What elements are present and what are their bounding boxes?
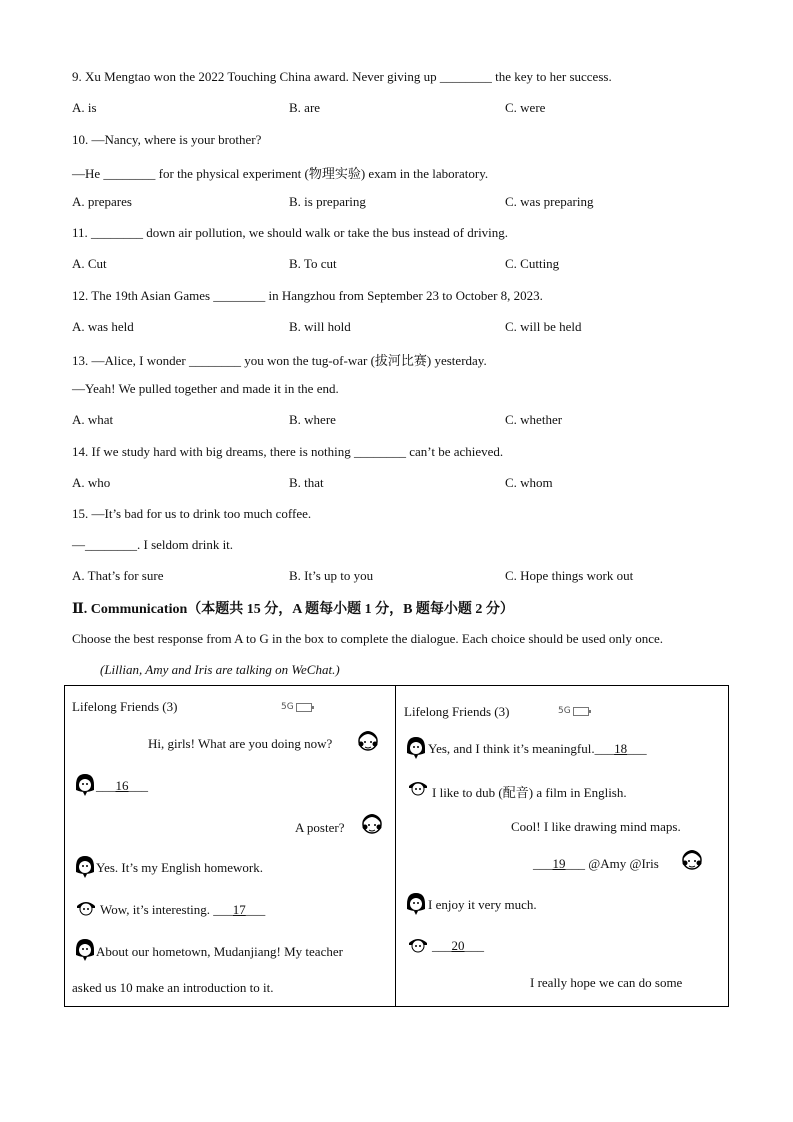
q11-option-a: A. Cut — [72, 256, 107, 271]
boy-avatar-icon — [75, 898, 97, 922]
boy-avatar-icon — [407, 778, 429, 802]
dialogue-context: (Lillian, Amy and Iris are talking on WeChat.) — [100, 662, 340, 677]
battery-icon — [296, 703, 312, 712]
right-msg-2: I like to dub (配音) a film in English. — [432, 785, 627, 800]
left-msg-1: Hi, girls! What are you doing now? — [148, 736, 333, 751]
right-msg-5: I enjoy it very much. — [428, 897, 537, 912]
girl-avatar-icon — [681, 849, 703, 873]
girl-avatar-icon — [405, 736, 427, 760]
girl-avatar-icon — [405, 892, 427, 916]
girl-avatar-icon — [74, 855, 96, 879]
q11-option-c: C. Cutting — [505, 256, 560, 271]
q14-option-c: C. whom — [505, 475, 553, 490]
question-11-stem: 11. ________ down air pollution, we should walk or take the bus instead of driving. — [72, 225, 509, 240]
battery-icon — [573, 707, 589, 716]
right-msg-4: ___19___ @Amy @Iris — [533, 856, 659, 871]
section-heading: Ⅱ. Communication（本题共 15 分，A 题每小题 1 分，B 题每小题 2 分） — [72, 602, 514, 617]
section-instruction: Choose the best response from A to G in the box to complete the dialogue. Each choice should be used only once. — [72, 631, 664, 646]
question-10-stem-2: —He ________ for the physical experiment (物理实验) exam in the laboratory. — [72, 166, 489, 181]
girl-avatar-icon — [357, 730, 379, 754]
left-msg-3: Yes. It’s my English homework. — [96, 860, 263, 875]
boy-avatar-icon — [407, 935, 429, 959]
q10-option-b: B. is preparing — [289, 194, 366, 209]
question-12-stem: 12. The 19th Asian Games ________ in Hangzhou from September 23 to October 8, 2023. — [72, 288, 543, 303]
q13-option-c: C. whether — [505, 412, 563, 427]
left-msg-2: A poster? — [295, 820, 345, 835]
q12-option-b: B. will hold — [289, 319, 351, 334]
question-13-stem: 13. —Alice, I wonder ________ you won the tug-of-war (拔河比赛) yesterday. — [72, 353, 487, 368]
q9-option-b: B. are — [289, 100, 321, 115]
question-15-stem: 15. —It’s bad for us to drink too much coffee. — [72, 506, 312, 521]
right-chat-title: Lifelong Friends (3) — [404, 704, 510, 719]
question-15-stem-2: —________. I seldom drink it. — [72, 537, 234, 552]
q12-option-c: C. will be held — [505, 319, 582, 334]
q14-option-a: A. who — [72, 475, 111, 490]
question-13-stem-2: —Yeah! We pulled together and made it in the end. — [72, 381, 339, 396]
right-msg-1: Yes, and I think it’s meaningful.___18___ — [428, 741, 647, 756]
q14-option-b: B. that — [289, 475, 324, 490]
signal-label: 5G — [281, 702, 294, 712]
left-chat-title: Lifelong Friends (3) — [72, 699, 178, 714]
left-msg-4: Wow, it’s interesting. ___17___ — [100, 902, 266, 917]
left-msg-5b: asked us 10 make an introduction to it. — [72, 980, 274, 995]
question-9-stem: 9. Xu Mengtao won the 2022 Touching China award. Never giving up ________ the key to her success. — [72, 69, 612, 84]
q13-option-a: A. what — [72, 412, 114, 427]
question-14-stem: 14. If we study hard with big dreams, there is nothing ________ can’t be achieved. — [72, 444, 504, 459]
q10-option-c: C. was preparing — [505, 194, 594, 209]
girl-avatar-icon — [74, 938, 96, 962]
signal-label: 5G — [558, 706, 571, 716]
right-status-bar — [558, 706, 589, 716]
blank-16: ___16___ — [96, 778, 148, 793]
right-msg-3: Cool! I like drawing mind maps. — [511, 819, 681, 834]
q9-option-c: C. were — [505, 100, 546, 115]
q11-option-b: B. To cut — [289, 256, 337, 271]
q13-option-b: B. where — [289, 412, 336, 427]
q15-option-b: B. It’s up to you — [289, 568, 374, 583]
question-10-stem: 10. —Nancy, where is your brother? — [72, 132, 262, 147]
left-msg-5a: About our hometown, Mudanjiang! My teacher — [96, 944, 343, 959]
q12-option-a: A. was held — [72, 319, 134, 334]
q15-option-a: A. That’s for sure — [72, 568, 164, 583]
blank-20: ___20___ — [432, 938, 484, 953]
right-msg-6: I really hope we can do some — [530, 975, 683, 990]
girl-avatar-icon — [361, 813, 383, 837]
q15-option-c: C. Hope things work out — [505, 568, 634, 583]
q10-option-a: A. prepares — [72, 194, 132, 209]
q9-option-a: A. is — [72, 100, 97, 115]
girl-avatar-icon — [74, 773, 96, 797]
chat-divider — [395, 685, 396, 1007]
left-status-bar — [281, 702, 312, 712]
